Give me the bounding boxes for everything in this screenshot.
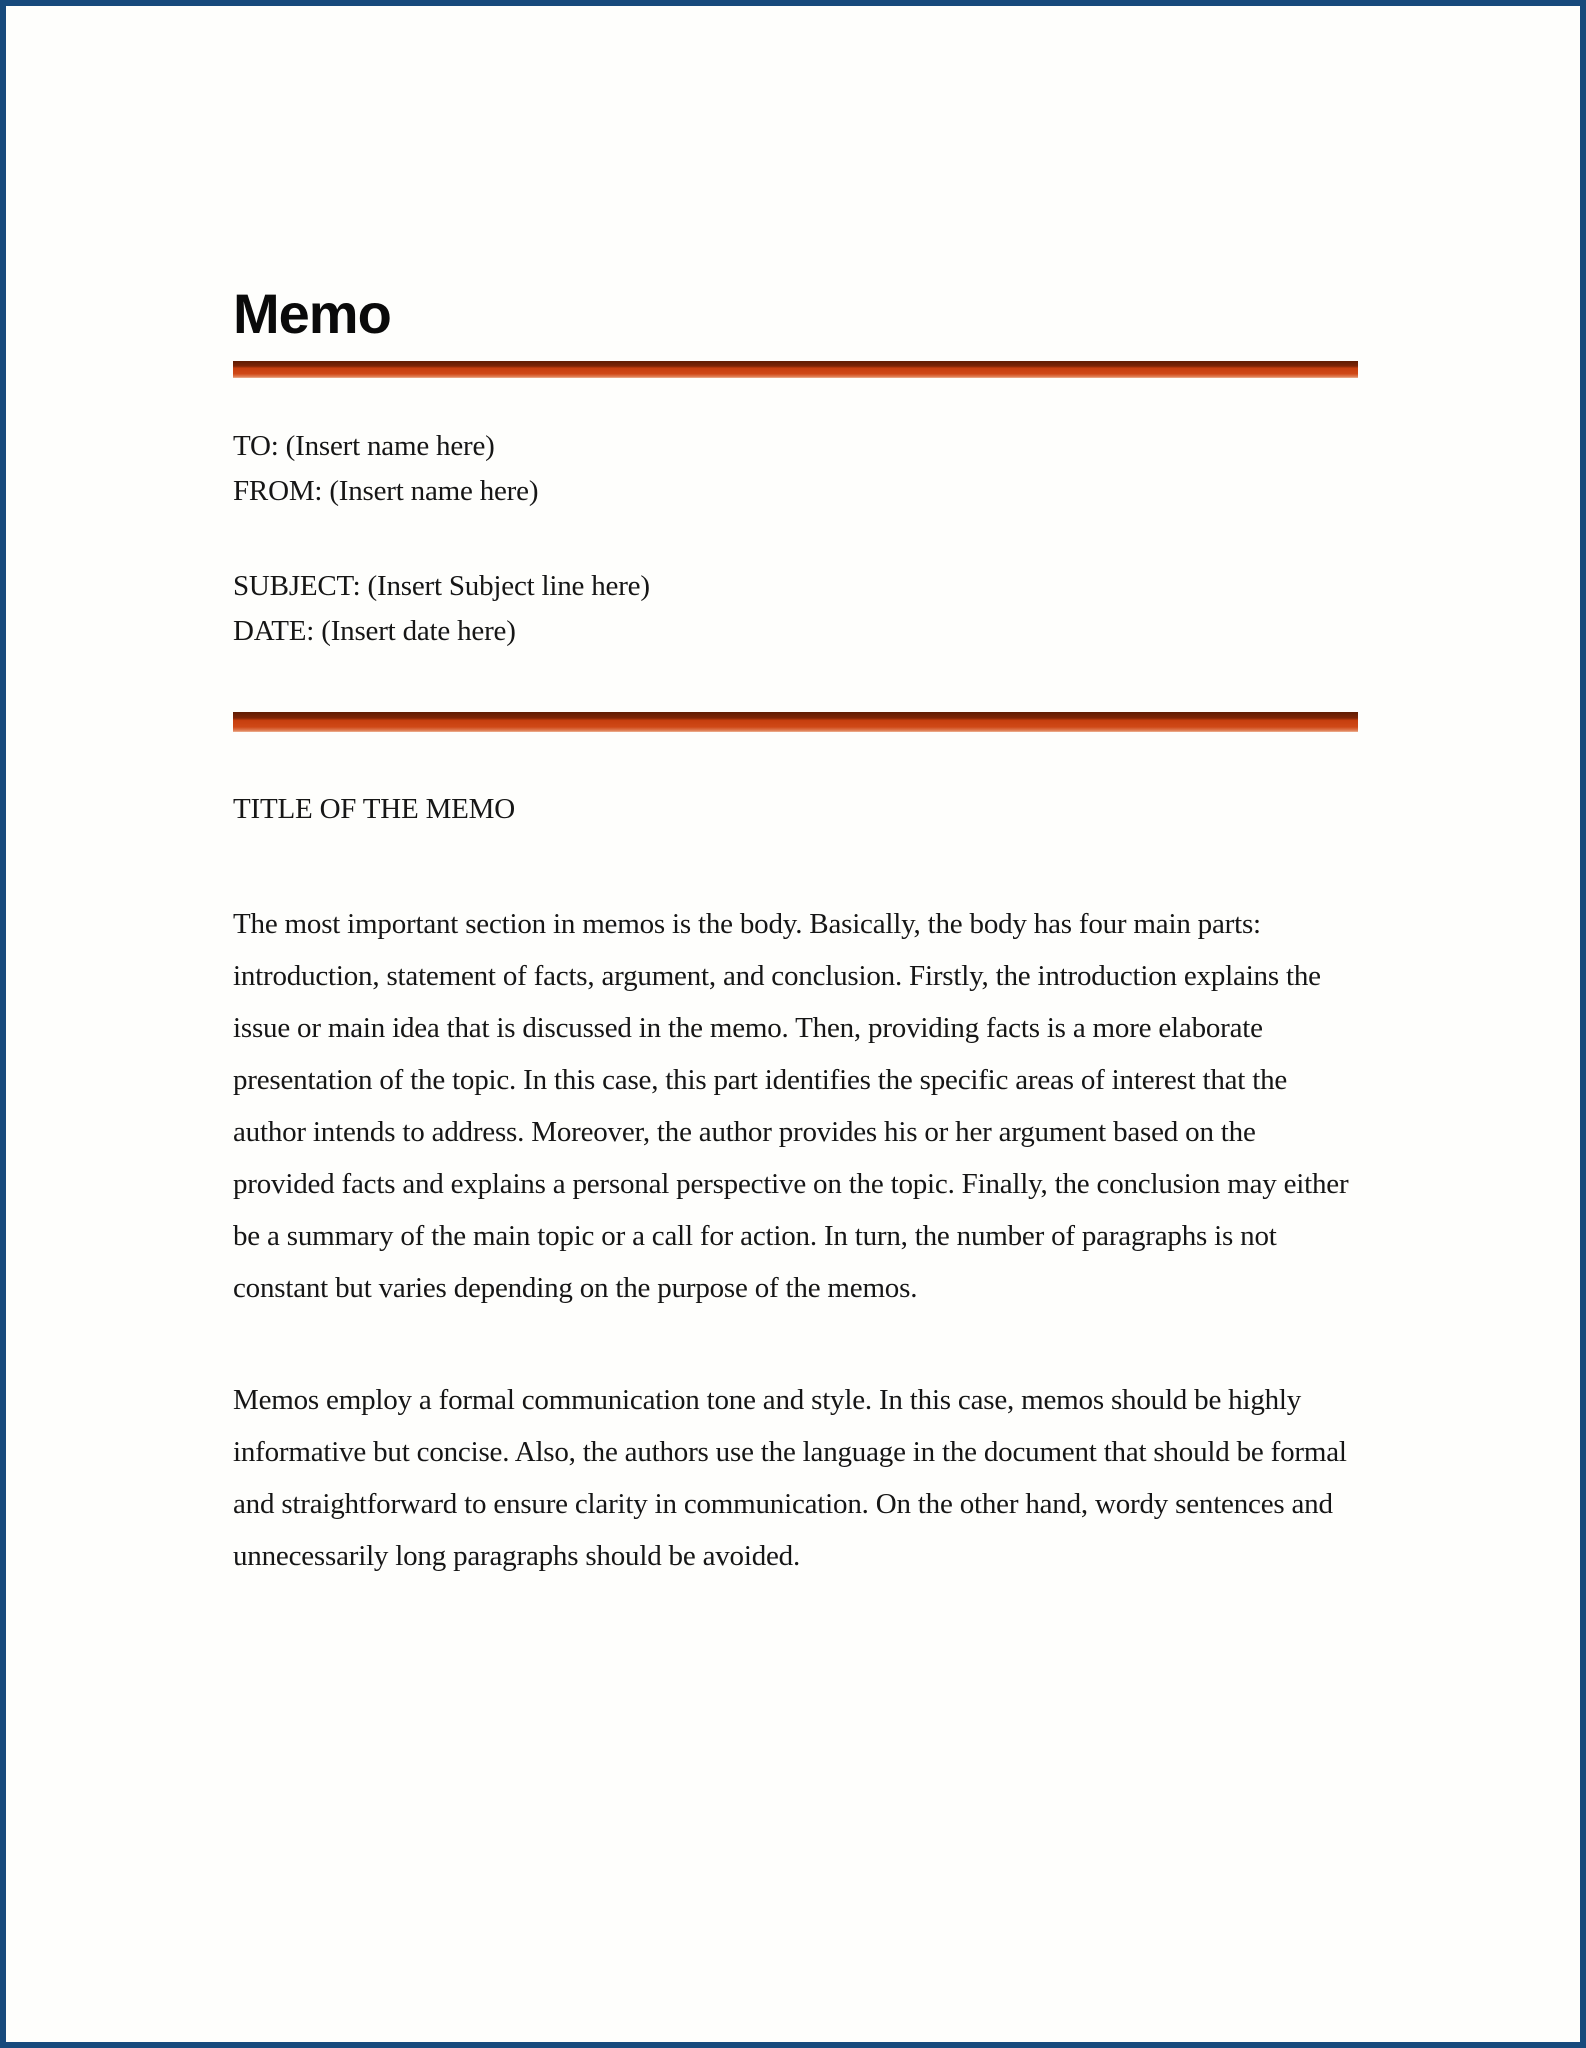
field-to-value: (Insert name here) — [285, 430, 495, 462]
memo-header-fields — [233, 424, 1358, 654]
memo-paragraph-1: The most important section in memos is the body. Basically, the body has four main parts: introduction, statement of facts, argument, and conclusion. Firstly, the introduction explains the issue or main idea that is discussed in the memo. Then, providing facts is a more elaborate presentation of the topic. In this case, this part identifies the specific areas of interest that the author intends to address. Moreover, the author provides his or her argument based on the provided facts and explains a personal perspective on the topic. Finally, the conclusion may either be a summary of the main topic or a call for action. In turn, the number of paragraphs is not constant but varies depending on the purpose of the memos. — [233, 908, 1349, 1304]
field-to — [233, 424, 1358, 469]
field-date — [233, 609, 1358, 654]
field-subject-value: (Insert Subject line here) — [367, 570, 650, 602]
field-subject-label: SUBJECT: — [233, 570, 361, 602]
field-from — [233, 469, 1358, 514]
field-from-value: (Insert name here) — [329, 475, 539, 507]
field-subject — [233, 564, 1358, 609]
memo-body-title: TITLE OF THE MEMO — [233, 793, 516, 825]
field-to-label: TO: — [233, 430, 279, 462]
field-date-value: (Insert date here) — [321, 615, 516, 647]
field-from-label: FROM: — [233, 475, 323, 507]
accent-rule-top — [233, 361, 1358, 378]
memo-paragraph-2: Memos employ a formal communication tone and style. In this case, memos should be highly informative but concise. Also, the authors use the language in the document that should be formal and straightforward to ensure clarity in communication. On the other hand, wordy sentences and unnecessarily long paragraphs should be avoided. — [233, 1384, 1347, 1572]
memo-content — [6, 282, 1580, 1582]
accent-rule-bottom — [233, 712, 1358, 732]
field-date-label: DATE: — [233, 615, 315, 647]
memo-title: Memo — [233, 282, 391, 345]
